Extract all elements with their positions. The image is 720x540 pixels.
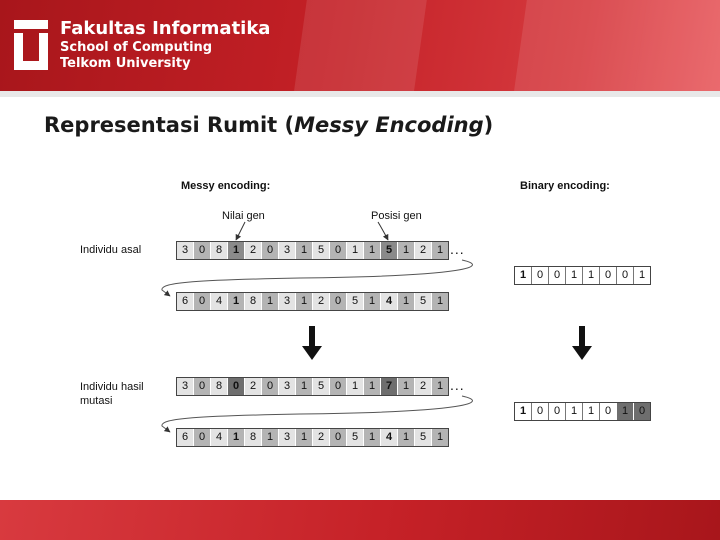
gene-cell: 5	[312, 378, 329, 395]
university-name: Telkom University	[60, 56, 191, 71]
gene-cell: 1	[363, 242, 380, 259]
posisi-gen-pointer-arrow	[378, 222, 388, 240]
row-ellipsis: ...	[450, 241, 465, 257]
gene-cell: 1	[431, 429, 448, 446]
gene-cell: 1	[227, 429, 244, 446]
footer-banner	[0, 500, 720, 540]
gene-cell: 4	[210, 429, 227, 446]
down-arrow-icon	[302, 326, 322, 360]
gene-cell: 1	[227, 293, 244, 310]
gene-cell: 5	[380, 242, 397, 259]
gene-cell: 0	[261, 378, 278, 395]
gene-cell: 0	[193, 378, 210, 395]
mutasi-label: mutasi	[80, 395, 113, 407]
gene-cell: 5	[346, 293, 363, 310]
gene-cell: 5	[346, 429, 363, 446]
gene-cell: 5	[312, 242, 329, 259]
slide-title-italic: Messy Encoding	[294, 113, 484, 137]
gene-cell: 1	[582, 403, 599, 420]
gene-cell: 0	[227, 378, 244, 395]
gene-cell: 8	[244, 293, 261, 310]
gene-cell: 1	[397, 429, 414, 446]
gene-cell: 1	[515, 403, 531, 420]
gene-cell: 1	[616, 403, 633, 420]
gene-cell: 3	[278, 429, 295, 446]
gene-cell: 1	[346, 378, 363, 395]
gene-cell: 1	[295, 378, 312, 395]
gene-cell: 1	[295, 242, 312, 259]
gene-cell: 6	[177, 429, 193, 446]
gene-cell: 1	[346, 242, 363, 259]
down-arrow-icon	[572, 326, 592, 360]
gene-cell: 8	[244, 429, 261, 446]
gene-cell: 1	[261, 429, 278, 446]
individu-hasil-label: Individu hasil	[80, 381, 144, 393]
gene-cell: 1	[295, 293, 312, 310]
gene-cell: 3	[278, 293, 295, 310]
gene-cell: 0	[531, 403, 548, 420]
wrap-curve-arrow-asal	[162, 260, 473, 296]
gene-cell: 2	[312, 293, 329, 310]
gene-cell: 1	[515, 267, 531, 284]
gene-cell: 1	[431, 293, 448, 310]
gene-cell: 0	[531, 267, 548, 284]
gene-cell: 1	[565, 267, 582, 284]
gene-cell: 0	[193, 429, 210, 446]
gene-cell: 0	[599, 267, 616, 284]
gene-cell: 2	[414, 378, 431, 395]
gene-cell: 8	[210, 242, 227, 259]
row-ellipsis: ...	[450, 377, 465, 393]
gene-cell: 0	[261, 242, 278, 259]
nilai-gen-label: Nilai gen	[222, 210, 265, 222]
wrap-curve-arrow-mutasi	[162, 396, 473, 432]
gene-cell: 0	[329, 242, 346, 259]
gene-cell: 1	[227, 242, 244, 259]
gene-cell: 7	[380, 378, 397, 395]
gene-cell: 0	[548, 267, 565, 284]
messy-encoding-title: Messy encoding:	[181, 180, 271, 192]
gene-cell: 0	[193, 242, 210, 259]
gene-cell: 0	[548, 403, 565, 420]
gene-cell: 4	[380, 429, 397, 446]
gene-cell: 6	[177, 293, 193, 310]
gene-cell: 5	[414, 429, 431, 446]
gene-cell: 1	[397, 378, 414, 395]
gene-cell: 2	[244, 378, 261, 395]
gene-cell: 3	[177, 378, 193, 395]
gene-cell: 1	[431, 242, 448, 259]
gene-cell: 1	[363, 378, 380, 395]
gene-cell: 8	[210, 378, 227, 395]
gene-cell: 3	[278, 378, 295, 395]
gene-cell: 4	[210, 293, 227, 310]
posisi-gen-label: Posisi gen	[371, 210, 422, 222]
school-name: School of Computing	[60, 40, 213, 55]
gene-cell: 3	[177, 242, 193, 259]
gene-cell: 0	[329, 293, 346, 310]
gene-cell: 0	[616, 267, 633, 284]
gene-cell: 0	[193, 293, 210, 310]
gene-cell: 5	[414, 293, 431, 310]
gene-cell: 1	[363, 429, 380, 446]
binary-encoding-title: Binary encoding:	[520, 180, 610, 192]
gene-cell: 4	[380, 293, 397, 310]
gene-cell: 1	[565, 403, 582, 420]
gene-cell: 1	[582, 267, 599, 284]
individu-asal-label: Individu asal	[80, 244, 142, 256]
gene-cell: 1	[363, 293, 380, 310]
nilai-gen-pointer-arrow	[236, 222, 245, 240]
gene-cell: 0	[329, 429, 346, 446]
gene-cell: 0	[633, 403, 650, 420]
gene-cell: 1	[431, 378, 448, 395]
gene-cell: 2	[414, 242, 431, 259]
gene-cell: 1	[633, 267, 650, 284]
gene-cell: 1	[397, 293, 414, 310]
gene-cell: 0	[329, 378, 346, 395]
slide-title-suffix: )	[483, 113, 494, 137]
gene-cell: 2	[244, 242, 261, 259]
gene-cell: 3	[278, 242, 295, 259]
gene-cell: 1	[261, 293, 278, 310]
gene-cell: 2	[312, 429, 329, 446]
gene-cell: 1	[295, 429, 312, 446]
gene-cell: 1	[397, 242, 414, 259]
gene-cell: 0	[599, 403, 616, 420]
faculty-name: Fakultas Informatika	[60, 18, 271, 39]
slide-title-prefix: Representasi Rumit (	[44, 113, 295, 137]
